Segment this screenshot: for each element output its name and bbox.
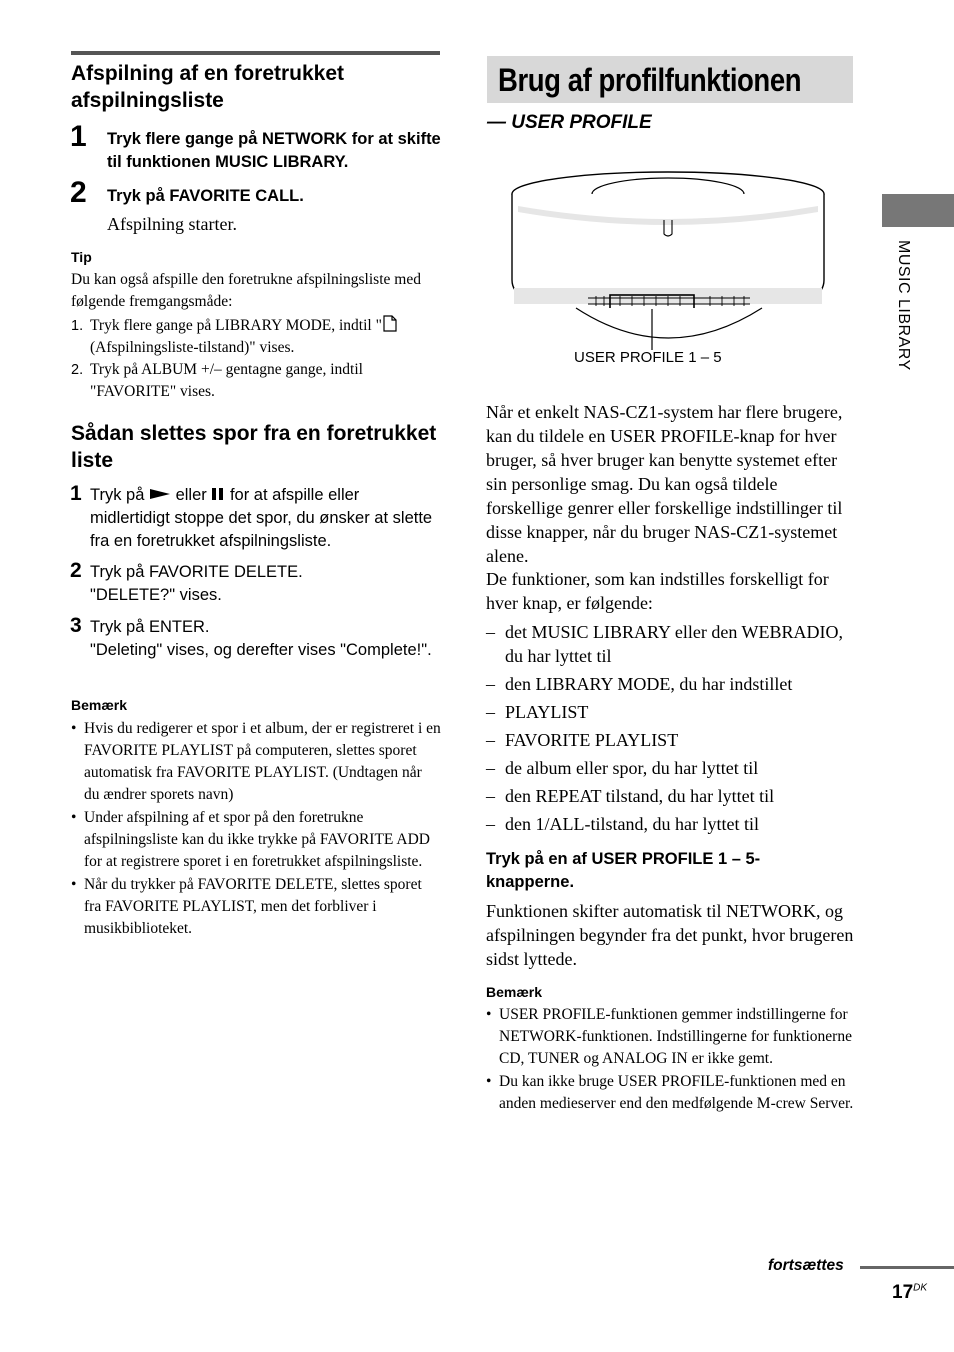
delete-step-2-text	[90, 561, 440, 607]
page-title: Brug af profilfunktionen	[498, 62, 802, 98]
device-illustration	[500, 168, 840, 378]
step-number-2: 2	[70, 176, 87, 209]
note-list-left	[71, 718, 441, 941]
tip-item-2-text: Tryk på ALBUM +/– gentagne gange, indtil "FAVORITE" vises.	[90, 361, 363, 400]
step-2-result: Afspilning starter.	[107, 214, 237, 234]
continued-rule	[860, 1266, 954, 1269]
tip-label: Tip	[71, 249, 92, 265]
delete-step-2-line1: Tryk på FAVORITE DELETE.	[90, 563, 303, 581]
note-label-left: Bemærk	[71, 697, 128, 713]
delete-step-3-text	[90, 616, 440, 662]
page-number	[892, 1282, 927, 1304]
note-left-2: • Under afspilning af et spor på den foretrukne afspilningsliste kan du ikke trykke på FAVORITE ADD for at registrere sporet i en foretrukket afspilningsliste.	[71, 807, 441, 873]
tip-item-2-number: 2.	[71, 362, 84, 378]
intro-paragraph-2: De funktioner, som kan indstilles forskelligt for hver knap, er følgende:	[486, 569, 829, 613]
delete-step-3-line1: Tryk på ENTER.	[90, 618, 210, 636]
tip-list	[71, 315, 441, 403]
feature-item: – FAVORITE PLAYLIST	[486, 728, 856, 752]
feature-item: – den 1/ALL-tilstand, du har lyttet til	[486, 812, 856, 836]
delete-step-number-1: 1	[70, 482, 82, 505]
delete-step-1-mid: eller	[175, 486, 207, 504]
section-heading-favorite-playback: Afspilning af en foretrukket afspilningsliste	[71, 62, 345, 112]
page-number-suffix: DK	[913, 1282, 928, 1294]
feature-item: – de album eller spor, du har lyttet til	[486, 756, 856, 780]
note-list-right	[486, 1004, 856, 1116]
delete-step-2-line2: "DELETE?" vises.	[90, 586, 222, 604]
tip-item-2	[71, 359, 441, 403]
tip-item-1	[71, 315, 441, 359]
page-number-value: 17	[892, 1282, 914, 1303]
tip-item-1-number: 1.	[71, 318, 84, 334]
section-rule	[71, 51, 440, 55]
step-1-text: Tryk flere gange på NETWORK for at skifte til funktionen MUSIC LIBRARY.	[107, 130, 441, 171]
continued-label: fortsættes	[768, 1257, 844, 1274]
intro-paragraph-1: Når et enkelt NAS-CZ1-system har flere brugere, kan du tildele en USER PROFILE-knap for hver bruger, så hver bruger kan benytte systemet efter sin personlige smag. Du kan også tildele forskellige genrer eller forskellige indstillinger til disse knapper, når du bruger NAS-CZ1-systemet alene.	[486, 402, 843, 566]
delete-step-number-3: 3	[70, 614, 82, 637]
delete-step-1-pre: Tryk på	[90, 486, 145, 504]
step-number-1: 1	[70, 120, 87, 153]
feature-item: – den LIBRARY MODE, du har indstillet	[486, 672, 856, 696]
result-paragraph: Funktionen skifter automatisk til NETWORK, og afspilningen begynder fra det punkt, hvor brugeren sidst lyttede.	[486, 901, 854, 969]
note-right-2: • Du kan ikke bruge USER PROFILE-funktionen med en anden medieserver end den medfølgende M-crew Server.	[486, 1071, 856, 1115]
feature-item: – PLAYLIST	[486, 700, 856, 724]
side-tab-label: MUSIC LIBRARY	[895, 240, 912, 371]
feature-item: – det MUSIC LIBRARY eller den WEBRADIO, du har lyttet til	[486, 620, 856, 668]
play-icon	[149, 488, 171, 500]
figure-label-user-profile: USER PROFILE 1 – 5	[574, 349, 722, 366]
section-heading-delete-tracks: Sådan slettes spor fra en foretrukket liste	[71, 422, 437, 472]
delete-step-number-2: 2	[70, 559, 82, 582]
side-tab-marker	[882, 194, 954, 227]
note-right-1: • USER PROFILE-funktionen gemmer indstillingerne for NETWORK-funktionen. Indstillingerne for funktionerne CD, TUNER og ANALOG IN er ikke gemt.	[486, 1004, 856, 1070]
note-left-1: • Hvis du redigerer et spor i et album, der er registreret i en FAVORITE PLAYLIST på computeren, slettes sporet automatisk fra FAVORITE PLAYLIST. (Undtagen når du ændrer sporets navn)	[71, 718, 441, 806]
delete-step-1-text	[90, 484, 440, 553]
delete-step-1-post: for at afspille eller midlertidigt stoppe det spor, du ønsker at slette fra en foretrukket afspilningsliste.	[90, 486, 433, 550]
delete-step-3-line2: "Deleting" vises, og derefter vises "Complete!".	[90, 641, 432, 659]
note-label-right: Bemærk	[486, 984, 543, 1000]
pause-icon	[211, 488, 225, 500]
tip-item-1-post: (Afspilningsliste-tilstand)" vises.	[90, 339, 295, 356]
feature-list	[486, 620, 856, 840]
tip-item-1-pre: Tryk flere gange på LIBRARY MODE, indtil "	[90, 317, 382, 334]
note-left-3: • Når du trykker på FAVORITE DELETE, slettes sporet fra FAVORITE PLAYLIST, men det forbliver i musikbiblioteket.	[71, 874, 441, 940]
page-subtitle: — USER PROFILE	[487, 112, 652, 133]
step-2-text: Tryk på FAVORITE CALL.	[107, 187, 304, 205]
feature-item: – den REPEAT tilstand, du har lyttet til	[486, 784, 856, 808]
instruction-user-profile: Tryk på en af USER PROFILE 1 – 5-knapperne.	[486, 850, 761, 891]
playlist-icon	[383, 315, 397, 332]
tip-text: Du kan også afspille den foretrukne afspilningsliste med følgende fremgangsmåde:	[71, 271, 421, 310]
